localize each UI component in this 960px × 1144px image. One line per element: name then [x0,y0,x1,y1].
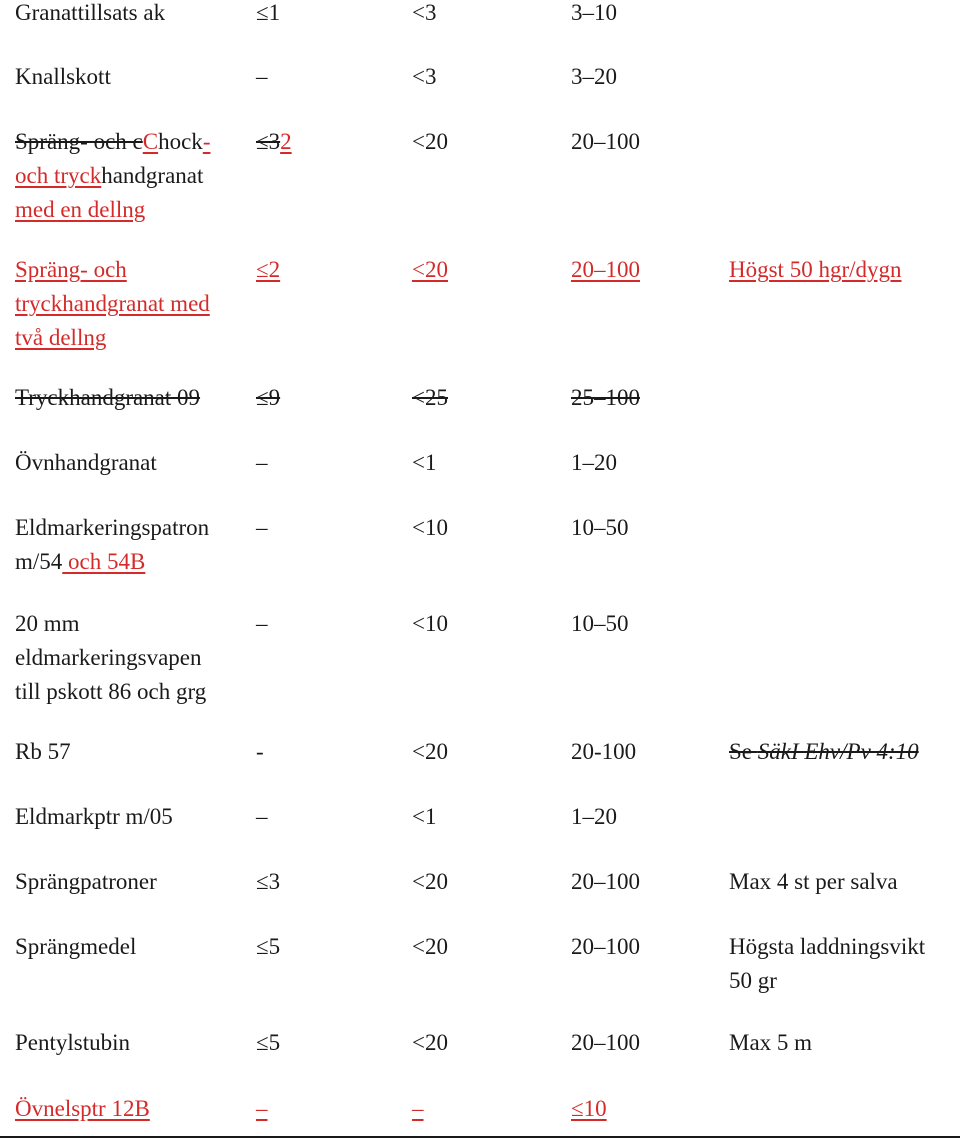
max-count-cell: – [256,1096,268,1121]
row-name: Övnelsptr 12B [15,1096,150,1121]
distance-min-cell: <10 [412,611,448,636]
max-count-cell: ≤9 [256,385,281,410]
plain-text: m/54 [15,549,63,574]
max-count-cell: ≤5 [256,1030,281,1055]
inserted-text: med en dellng [15,197,146,222]
deleted-reference: SäkI Ehv/Pv 4:10 [757,739,919,764]
distance-min-cell: <1 [412,804,437,829]
distance-min-cell: <20 [412,934,448,959]
plain-text: till pskott 86 och grg [15,679,207,704]
row-name: Sprängmedel [15,934,137,959]
max-count-cell: ≤1 [256,0,281,25]
row-name: Knallskott [15,64,111,89]
distance-min-cell: <10 [412,515,448,540]
distance-range-cell: 25–100 [571,385,640,410]
max-count-cell: ≤3 [256,869,281,894]
distance-min-cell: <20 [412,739,448,764]
max-count-cell: – [256,611,268,636]
table-bottom-rule [0,1136,960,1138]
plain-text: handgranat [101,163,204,188]
inserted-text: - [202,129,211,154]
note-cell: Max 5 m [729,1030,813,1055]
distance-range-cell: 20–100 [571,934,640,959]
distance-range-cell: 20–100 [571,1030,640,1055]
distance-min-cell: <20 [412,257,448,282]
max-count-cell: ≤2 [256,257,281,282]
row-name: Pentylstubin [15,1030,131,1055]
plain-text: Eldmarkeringspatron [15,515,210,540]
note-line: 50 gr [729,968,777,993]
inserted-text: tryckhandgranat med [15,291,210,316]
deleted-text: Se [729,739,758,764]
row-name: Tryckhandgranat 09 [15,385,201,410]
distance-range-cell: 20–100 [571,129,640,154]
row-name: Rb 57 [15,739,71,764]
max-count-cell: – [256,64,268,89]
inserted-text: 2 [280,129,292,154]
note-cell [729,930,925,998]
row-name: Övnhandgranat [15,450,157,475]
max-count-cell: – [256,804,268,829]
plain-text: eldmarkeringsvapen [15,645,202,670]
distance-range-cell: ≤10 [571,1096,607,1121]
inserted-text: C [142,129,159,154]
row-name [15,511,209,579]
row-name: Sprängpatroner [15,869,157,894]
row-name: Granattillsats ak [15,0,166,25]
note-cell: Högst 50 hgr/dygn [729,257,902,282]
max-count-cell: ≤5 [256,934,281,959]
distance-min-cell: <25 [412,385,448,410]
distance-min-cell: <3 [412,64,437,89]
distance-min-cell: <20 [412,869,448,894]
deleted-text: ≤3 [256,129,281,154]
inserted-text: och 54B [62,549,146,574]
distance-range-cell: 10–50 [571,515,629,540]
max-count-cell: – [256,450,268,475]
row-name [15,125,210,227]
max-count-cell [256,125,292,159]
distance-range-cell: 20–100 [571,869,640,894]
distance-range-cell: 20-100 [571,739,637,764]
max-count-cell: – [256,515,268,540]
note-cell [729,735,919,769]
plain-text: 20 mm [15,611,80,636]
distance-min-cell: – [412,1096,424,1121]
distance-range-cell: 1–20 [571,450,617,475]
distance-range-cell: 3–20 [571,64,617,89]
inserted-text: Spräng- och [15,257,127,282]
row-name [15,607,206,709]
distance-range-cell: 3–10 [571,0,617,25]
distance-min-cell: <20 [412,129,448,154]
distance-min-cell: <1 [412,450,437,475]
note-cell: Max 4 st per salva [729,869,898,894]
distance-min-cell: <20 [412,1030,448,1055]
distance-range-cell: 1–20 [571,804,617,829]
inserted-text: och tryck [15,163,102,188]
inserted-text: två dellng [15,325,107,350]
note-line: Högsta laddningsvikt [729,934,926,959]
plain-text: hock [158,129,203,154]
row-name: Eldmarkptr m/05 [15,804,173,829]
row-name [15,253,210,355]
deleted-text: Spräng- och c [15,129,143,154]
distance-range-cell: 10–50 [571,611,629,636]
distance-range-cell: 20–100 [571,257,640,282]
distance-min-cell: <3 [412,0,437,25]
max-count-cell: - [256,739,264,764]
